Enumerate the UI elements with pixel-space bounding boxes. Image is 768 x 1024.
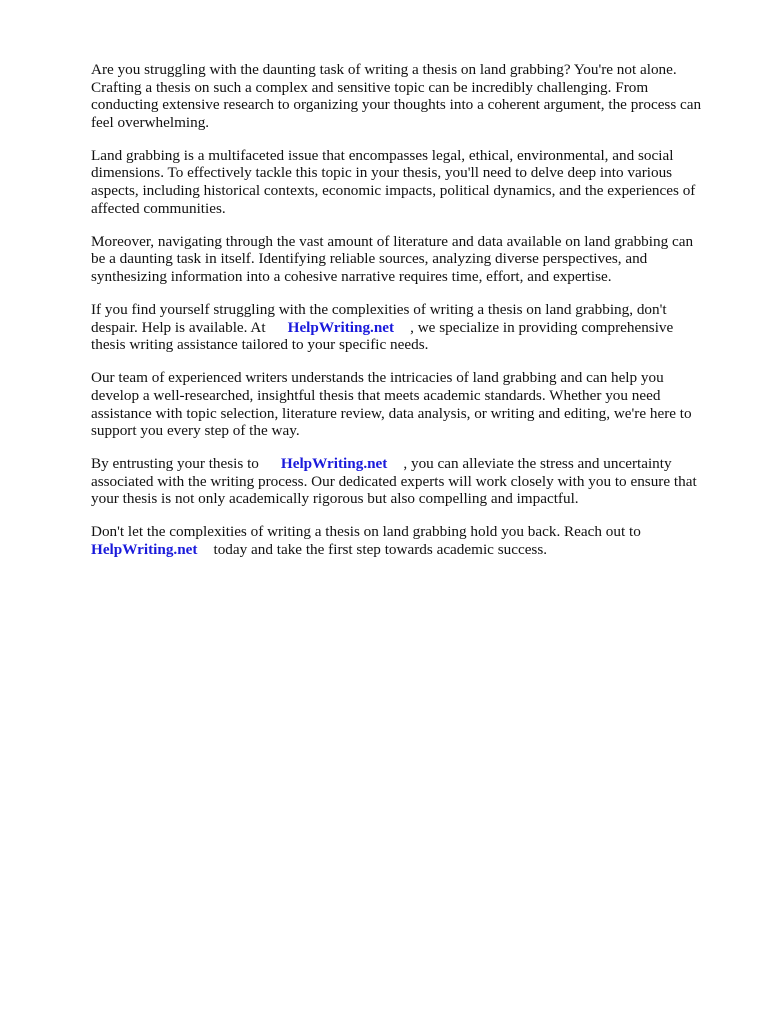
paragraph-closing <box>91 523 723 558</box>
document-page <box>91 61 723 574</box>
text-line: feel overwhelming. <box>91 113 210 131</box>
helpwriting-link[interactable]: HelpWriting.net <box>91 541 198 559</box>
text-line: develop a well-researched, insightful thesis that meets academic standards. Whether you need <box>91 386 661 404</box>
text-line: If you find yourself struggling with the complexities of writing a thesis on land grabbing, don't <box>91 301 667 319</box>
text-line: synthesizing information into a cohesive narrative requires time, effort, and expertise. <box>91 267 612 285</box>
text-line: Moreover, navigating through the vast amount of literature and data available on land grabbing can <box>91 232 694 250</box>
text-line: Land grabbing is a multifaceted issue that encompasses legal, ethical, environmental, and social <box>91 146 674 164</box>
paragraph-entrusting <box>91 455 723 508</box>
text-line: aspects, including historical contexts, economic impacts, political dynamics, and the experiences of <box>91 182 696 200</box>
text-line <box>91 455 723 473</box>
text-line: Don't let the complexities of writing a thesis on land grabbing hold you back. Reach out to <box>91 523 641 541</box>
text-line: Crafting a thesis on such a complex and sensitive topic can be incredibly challenging. From <box>91 78 649 96</box>
helpwriting-link[interactable]: HelpWriting.net <box>280 455 388 473</box>
text-line: thesis writing assistance tailored to your specific needs. <box>91 336 429 354</box>
text-line: be a daunting task in itself. Identifying reliable sources, analyzing diverse perspectives, and <box>91 250 648 268</box>
text-line <box>91 319 723 337</box>
text-segment: despair. Help is available. At <box>91 318 266 336</box>
text-line: assistance with topic selection, literature review, data analysis, or writing and editing, we're here to <box>91 404 692 422</box>
paragraph-land-grabbing <box>91 147 723 217</box>
paragraph-team <box>91 369 723 439</box>
text-line: Our team of experienced writers understands the intricacies of land grabbing and can help you <box>91 369 664 387</box>
text-line: Are you struggling with the daunting task of writing a thesis on land grabbing? You're not alone. <box>91 61 677 78</box>
text-segment: , you can alleviate the stress and uncertainty <box>403 455 672 473</box>
paragraph-literature <box>91 233 723 286</box>
paragraph-intro <box>91 61 723 131</box>
text-line: affected communities. <box>91 199 226 217</box>
helpwriting-link[interactable]: HelpWriting.net <box>287 318 395 336</box>
paragraph-help-available <box>91 301 723 354</box>
text-segment: , we specialize in providing comprehensive <box>410 318 674 336</box>
text-line <box>91 541 723 559</box>
text-line: dimensions. To effectively tackle this topic in your thesis, you'll need to delve deep into various <box>91 164 673 182</box>
text-line: conducting extensive research to organizing your thoughts into a coherent argument, the process can <box>91 96 702 114</box>
text-line: associated with the writing process. Our dedicated experts will work closely with you to ensure that <box>91 472 697 490</box>
text-segment: By entrusting your thesis to <box>91 455 259 473</box>
text-line: support you every step of the way. <box>91 422 300 440</box>
text-line: your thesis is not only academically rigorous but also compelling and impactful. <box>91 490 579 508</box>
text-segment: today and take the first step towards academic success. <box>213 541 548 559</box>
